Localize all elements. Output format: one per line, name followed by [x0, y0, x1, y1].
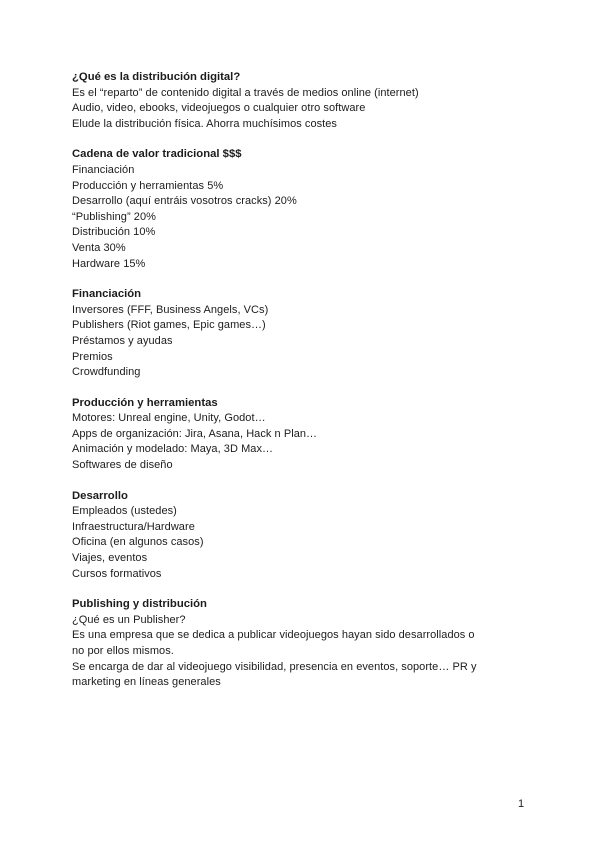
text-line: Elude la distribución física. Ahorra muchísimos costes: [72, 117, 337, 130]
text-line: Empleados (ustedes): [72, 505, 177, 518]
section-digital-distribution: [72, 70, 542, 132]
section-heading: Desarrollo: [72, 489, 128, 502]
section-heading: ¿Qué es la distribución digital?: [72, 71, 241, 83]
text-line: Préstamos y ayudas: [72, 334, 173, 347]
section-heading: Financiación: [72, 288, 142, 301]
text-line: Inversores (FFF, Business Angels, VCs): [72, 303, 269, 316]
text-line: Hardware 15%: [72, 257, 146, 270]
text-line: Es el “reparto” de contenido digital a través de medios online (internet): [72, 86, 419, 99]
text-line: Infraestructura/Hardware: [72, 520, 195, 533]
section-heading: Producción y herramientas: [72, 396, 218, 409]
document-body: [72, 70, 542, 706]
text-line: no por ellos mismos.: [72, 645, 174, 657]
text-line: Animación y modelado: Maya, 3D Max…: [72, 443, 274, 456]
text-line: marketing en líneas generales: [72, 676, 221, 689]
text-line: Cursos formativos: [72, 567, 162, 580]
section-heading: Publishing y distribución: [72, 598, 207, 611]
text-line: Desarrollo (aquí entráis vosotros cracks) 20%: [72, 195, 297, 208]
text-line: Oficina (en algunos casos): [72, 536, 204, 549]
text-line: Softwares de diseño: [72, 459, 173, 472]
text-line: Audio, video, ebooks, videojuegos o cualquier otro software: [72, 102, 366, 115]
page-number: 1: [518, 798, 525, 810]
section-publishing: [72, 597, 542, 691]
text-line: Motores: Unreal engine, Unity, Godot…: [72, 412, 266, 425]
section-financing: [72, 287, 542, 381]
section-development: [72, 489, 542, 583]
text-line: Financiación: [72, 163, 135, 176]
section-production-tools: [72, 396, 542, 474]
text-line: Venta 30%: [72, 241, 126, 254]
text-line: Es una empresa que se dedica a publicar videojuegos hayan sido desarrollados o: [72, 629, 475, 642]
text-line: Se encarga de dar al videojuego visibilidad, presencia en eventos, soporte… PR y: [72, 660, 477, 673]
text-line: Premios: [72, 350, 113, 363]
text-line: Producción y herramientas 5%: [72, 179, 224, 192]
text-line: ¿Qué es un Publisher?: [72, 613, 186, 626]
text-line: “Publishing” 20%: [72, 210, 156, 223]
text-line: Publishers (Riot games, Epic games…): [72, 319, 266, 332]
section-heading: Cadena de valor tradicional $$$: [72, 148, 242, 161]
text-line: Apps de organización: Jira, Asana, Hack n Plan…: [72, 427, 318, 440]
text-line: Viajes, eventos: [72, 552, 148, 565]
text-line: Crowdfunding: [72, 366, 141, 379]
text-line: Distribución 10%: [72, 226, 156, 239]
section-value-chain: [72, 147, 542, 272]
